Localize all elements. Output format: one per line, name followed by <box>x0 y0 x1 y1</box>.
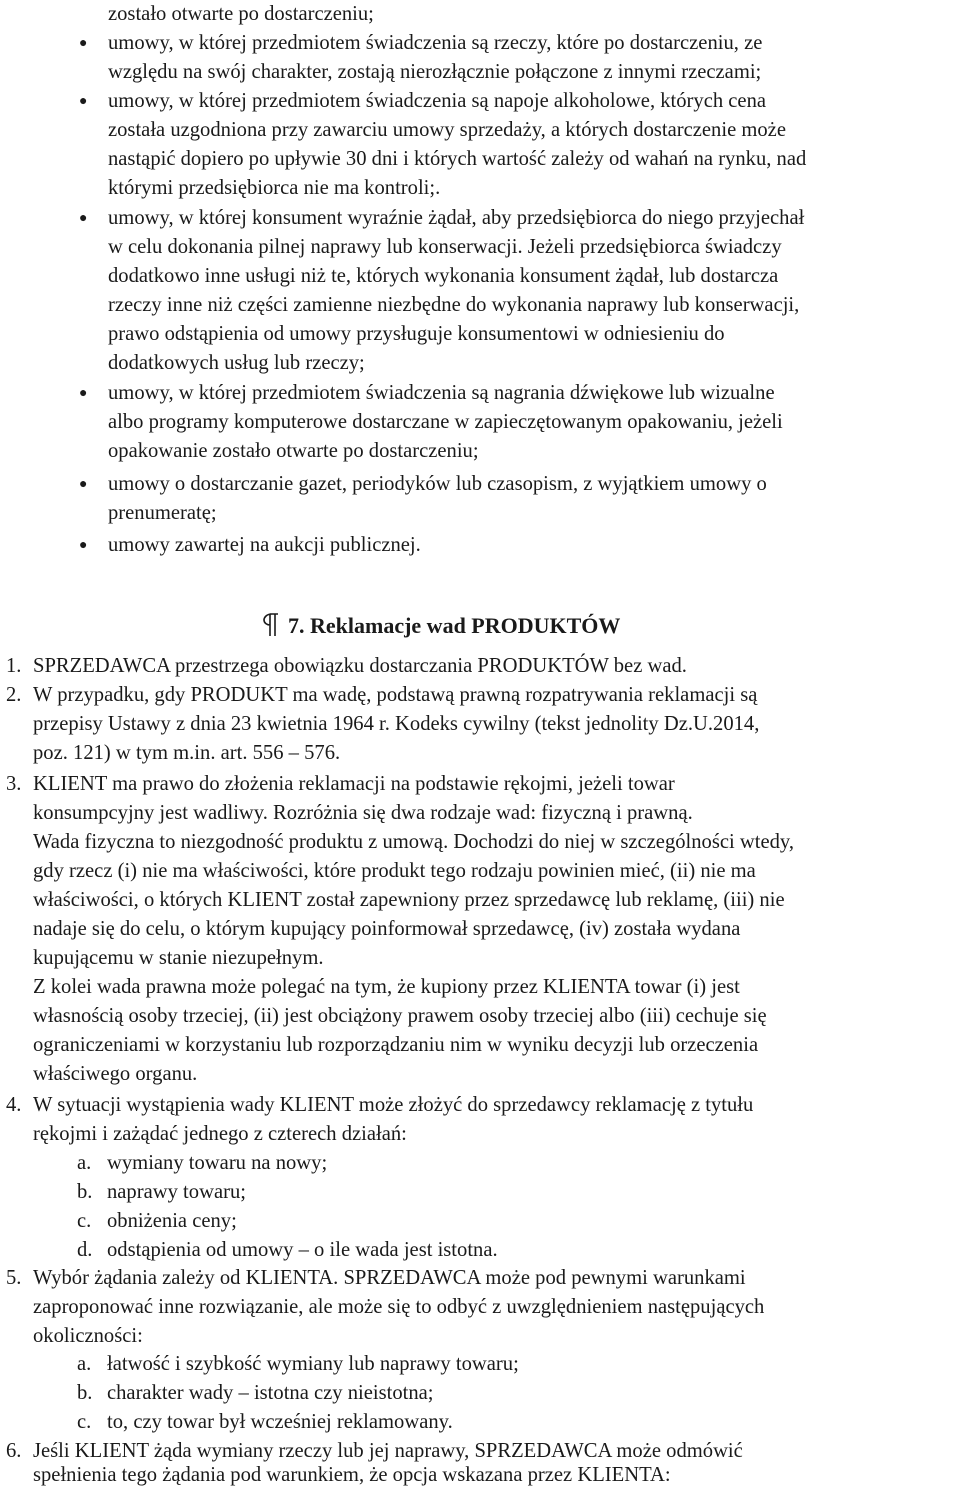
item-text: SPRZEDAWCA przestrzega obowiązku dostarczania PRODUKTÓW bez wad. <box>33 655 687 677</box>
item-text: Wybór żądania zależy od KLIENTA. SPRZEDAWCA może pod pewnymi warunkami <box>33 1267 746 1289</box>
item-text: konsumpcyjny jest wadliwy. Rozróżnia się dwa rodzaje wad: fizyczną i prawną. <box>33 802 693 824</box>
bullet-text: umowy o dostarczanie gazet, periodyków lub czasopism, z wyjątkiem umowy o <box>108 473 767 495</box>
bullet-text: dodatkowych usług lub rzeczy; <box>108 352 365 374</box>
item-text: spełnienia tego żądania pod warunkiem, że opcja wskazana przez KLIENTA: <box>33 1464 671 1486</box>
sub-item-text: to, czy towar był wcześniej reklamowany. <box>107 1411 453 1433</box>
sub-item-text: naprawy towaru; <box>107 1181 246 1203</box>
item-text: kupującemu w stanie niezupełnym. <box>33 947 324 969</box>
item-text: Jeśli KLIENT żąda wymiany rzeczy lub jej naprawy, SPRZEDAWCA może odmówić <box>33 1440 743 1462</box>
bullet-text: nastąpić dopiero po upływie 30 dni i których wartość zależy od wahań na rynku, nad <box>108 148 807 170</box>
bullet-text: zostało otwarte po dostarczeniu; <box>108 3 374 25</box>
sub-item-text: charakter wady – istotna czy nieistotna; <box>107 1382 434 1404</box>
bullet-icon: ● <box>79 386 88 401</box>
bullet-text: została uzgodniona przy zawarciu umowy sprzedaży, a których dostarczenie może <box>108 119 786 141</box>
item-number: 5. <box>6 1267 22 1289</box>
bullet-text: prenumeratę; <box>108 502 217 524</box>
bullet-text: w celu dokonania pilnej naprawy lub konserwacji. Jeżeli przedsiębiorca świadczy <box>108 236 782 258</box>
sub-item-text: odstąpienia od umowy – o ile wada jest istotna. <box>107 1239 498 1261</box>
item-text: poz. 121) w tym m.in. art. 556 – 576. <box>33 742 341 764</box>
sub-item-letter: d. <box>77 1239 93 1261</box>
item-number: 2. <box>6 684 22 706</box>
item-text: gdy rzecz (i) nie ma właściwości, które produkt tego rodzaju powinien mieć, (ii) nie ma <box>33 860 756 882</box>
bullet-text: umowy, w której konsument wyraźnie żądał, aby przedsiębiorca do niego przyjechał <box>108 207 805 229</box>
bullet-text: dodatkowo inne usługi niż te, których wykonania konsument żądał, lub dostarcza <box>108 265 779 287</box>
bullet-text: umowy, w której przedmiotem świadczenia są napoje alkoholowe, których cena <box>108 90 767 112</box>
pilcrow-mark-icon <box>262 612 282 638</box>
sub-item-letter: b. <box>77 1181 93 1203</box>
sub-item-text: wymiany towaru na nowy; <box>107 1152 328 1174</box>
sub-item-text: obniżenia ceny; <box>107 1210 237 1232</box>
sub-item-letter: c. <box>77 1210 92 1232</box>
bullet-text: względu na swój charakter, zostają nierozłącznie połączone z innymi rzeczami; <box>108 61 762 83</box>
bullet-text: umowy, w której przedmiotem świadczenia są rzeczy, które po dostarczeniu, ze <box>108 32 763 54</box>
item-text: właściwości, o których KLIENT został zapewniony przez sprzedawcę lub reklamę, (iii) nie <box>33 889 785 911</box>
bullet-text: rzeczy inne niż części zamienne niezbędne do wykonania naprawy lub konserwacji, <box>108 294 800 316</box>
item-text: W przypadku, gdy PRODUKT ma wadę, podstawą prawną rozpatrywania reklamacji są <box>33 684 758 706</box>
bullet-icon: ● <box>79 477 88 492</box>
bullet-text: opakowanie zostało otwarte po dostarczeniu; <box>108 440 479 462</box>
item-text: właściwego organu. <box>33 1063 198 1085</box>
bullet-icon: ● <box>79 538 88 553</box>
bullet-text: którymi przedsiębiorca nie ma kontroli;. <box>108 177 441 199</box>
item-text: ograniczeniami w korzystaniu lub rozporządzaniu nim w wyniku decyzji lub orzeczenia <box>33 1034 759 1056</box>
sub-item-letter: a. <box>77 1152 92 1174</box>
bullet-text: prawo odstąpienia od umowy przysługuje konsumentowi w odniesieniu do <box>108 323 725 345</box>
item-text: okoliczności: <box>33 1325 143 1347</box>
item-text: nadaje się do celu, o którym kupujący poinformował sprzedawcę, (iv) została wydana <box>33 918 741 940</box>
item-number: 4. <box>6 1094 22 1116</box>
item-text: zaproponować inne rozwiązanie, ale może się to odbyć z uwzględnieniem następujących <box>33 1296 765 1318</box>
bullet-text: umowy zawartej na aukcji publicznej. <box>108 534 421 556</box>
section-title: 7. Reklamacje wad PRODUKTÓW <box>288 613 621 638</box>
item-text: własnością osoby trzeciej, (ii) jest obciążony prawem osoby trzeciej albo (iii) cechuje się <box>33 1005 767 1027</box>
sub-item-text: łatwość i szybkość wymiany lub naprawy towaru; <box>107 1353 519 1375</box>
bullet-icon: ● <box>79 94 88 109</box>
item-text: rękojmi i zażądać jednego z czterech działań: <box>33 1123 407 1145</box>
item-number: 3. <box>6 773 22 795</box>
sub-item-letter: b. <box>77 1382 93 1404</box>
sub-item-letter: a. <box>77 1353 92 1375</box>
item-number: 6. <box>6 1440 22 1462</box>
item-text: KLIENT ma prawo do złożenia reklamacji na podstawie rękojmi, jeżeli towar <box>33 773 675 795</box>
item-text: Wada fizyczna to niezgodność produktu z umową. Dochodzi do niej w szczególności wtedy, <box>33 831 795 853</box>
item-text: Z kolei wada prawna może polegać na tym, że kupiony przez KLIENTA towar (i) jest <box>33 976 740 998</box>
section-heading <box>262 611 620 641</box>
item-text: W sytuacji wystąpienia wady KLIENT może złożyć do sprzedawcy reklamację z tytułu <box>33 1094 754 1116</box>
bullet-text: umowy, w której przedmiotem świadczenia są nagrania dźwiękowe lub wizualne <box>108 382 775 404</box>
item-number: 1. <box>6 655 22 677</box>
item-text: przepisy Ustawy z dnia 23 kwietnia 1964 r. Kodeks cywilny (tekst jednolity Dz.U.2014, <box>33 713 760 735</box>
bullet-text: albo programy komputerowe dostarczane w zapieczętowanym opakowaniu, jeżeli <box>108 411 783 433</box>
bullet-icon: ● <box>79 211 88 226</box>
sub-item-letter: c. <box>77 1411 92 1433</box>
bullet-icon: ● <box>79 36 88 51</box>
